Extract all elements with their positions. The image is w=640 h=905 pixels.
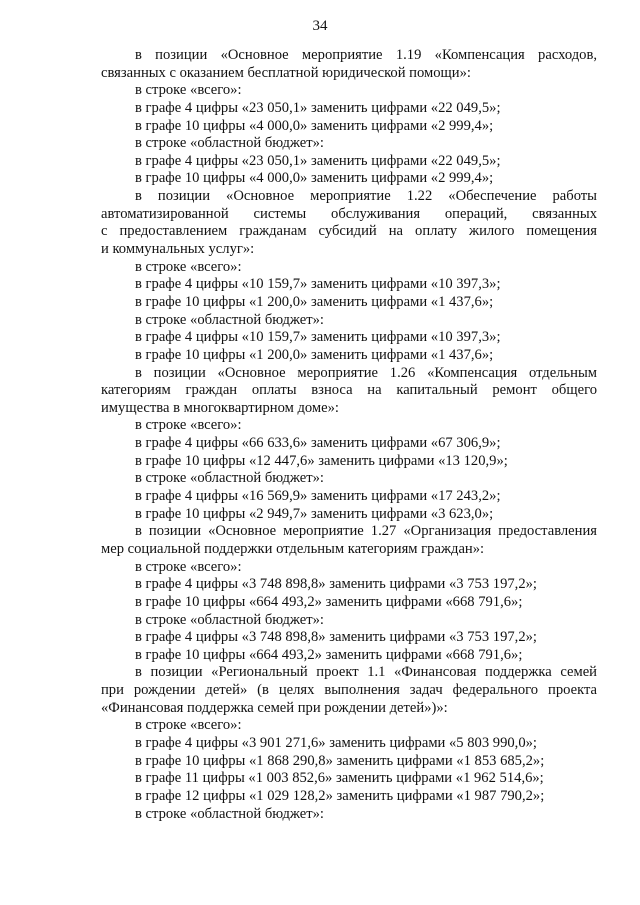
text-line: в графе 4 цифры «3 748 898,8» заменить цифрами «3 753 197,2»; xyxy=(135,629,537,646)
text-line: автоматизированной системы обслуживания операций, связанных xyxy=(101,205,597,222)
text-line: в строке «областной бюджет»: xyxy=(135,470,324,487)
text-line: в графе 10 цифры «664 493,2» заменить цифрами «668 791,6»; xyxy=(135,593,523,610)
text-line: в позиции «Основное мероприятие 1.27 «Организация предоставления xyxy=(135,523,597,540)
text-line: связанных с оказанием бесплатной юридической помощи»: xyxy=(101,64,471,81)
text-line: в графе 10 цифры «4 000,0» заменить цифрами «2 999,4»; xyxy=(135,170,494,187)
text-line: в строке «всего»: xyxy=(135,417,242,434)
text-line: в позиции «Основное мероприятие 1.26 «Компенсация отдельным xyxy=(135,364,597,381)
text-line: в позиции «Основное мероприятие 1.19 «Компенсация расходов, xyxy=(135,47,597,63)
text-line: в строке «всего»: xyxy=(135,558,242,575)
text-line: с предоставлением гражданам субсидий на оплату жилого помещения xyxy=(101,223,597,240)
text-line: имущества в многоквартирном доме»: xyxy=(101,399,339,416)
text-line: мер социальной поддержки отдельным категориям граждан»: xyxy=(101,540,485,557)
text-line: в графе 4 цифры «10 159,7» заменить цифрами «10 397,3»; xyxy=(135,329,501,346)
text-line: в графе 10 цифры «2 949,7» заменить цифрами «3 623,0»; xyxy=(135,505,494,522)
text-line: в позиции «Региональный проект 1.1 «Финансовая поддержка семей xyxy=(135,664,597,681)
text-line: в строке «областной бюджет»: xyxy=(135,135,324,152)
text-line: в строке «всего»: xyxy=(135,82,242,99)
text-line: в графе 4 цифры «23 050,1» заменить цифрами «22 049,5»; xyxy=(135,99,501,116)
text-line: категориям граждан оплаты взноса на капитальный ремонт общего xyxy=(101,382,597,399)
text-line: в строке «всего»: xyxy=(135,717,242,734)
text-line: в графе 10 цифры «1 200,0» заменить цифрами «1 437,6»; xyxy=(135,293,494,310)
text-line: в графе 10 цифры «664 493,2» заменить цифрами «668 791,6»; xyxy=(135,646,523,663)
text-line: в графе 4 цифры «23 050,1» заменить цифрами «22 049,5»; xyxy=(135,152,501,169)
text-line: в графе 4 цифры «16 569,9» заменить цифрами «17 243,2»; xyxy=(135,488,501,505)
text-line: в графе 11 цифры «1 003 852,6» заменить цифрами «1 962 514,6»; xyxy=(135,770,544,787)
text-line: в графе 4 цифры «10 159,7» заменить цифрами «10 397,3»; xyxy=(135,276,501,293)
text-line: в строке «областной бюджет»: xyxy=(135,611,324,628)
text-line: в строке «областной бюджет»: xyxy=(135,311,324,328)
text-line: в строке «всего»: xyxy=(135,258,242,275)
text-line: в графе 10 цифры «1 200,0» заменить цифрами «1 437,6»; xyxy=(135,346,494,363)
text-line: в графе 12 цифры «1 029 128,2» заменить цифрами «1 987 790,2»; xyxy=(135,787,545,804)
text-line: при рождении детей» (в целях выполнения задач федерального проекта xyxy=(101,682,597,699)
document-body xyxy=(101,47,597,823)
text-line: в графе 4 цифры «66 633,6» заменить цифрами «67 306,9»; xyxy=(135,435,501,452)
text-line: в позиции «Основное мероприятие 1.22 «Обеспечение работы xyxy=(135,188,597,205)
text-line: и коммунальных услуг»: xyxy=(101,241,255,258)
text-line: в графе 10 цифры «12 447,6» заменить цифрами «13 120,9»; xyxy=(135,452,508,469)
text-line: в графе 4 цифры «3 901 271,6» заменить цифрами «5 803 990,0»; xyxy=(135,734,537,751)
text-line: в графе 10 цифры «4 000,0» заменить цифрами «2 999,4»; xyxy=(135,117,494,134)
text-line: в графе 10 цифры «1 868 290,8» заменить цифрами «1 853 685,2»; xyxy=(135,752,545,769)
page-number: 34 xyxy=(312,18,328,34)
text-line: в графе 4 цифры «3 748 898,8» заменить цифрами «3 753 197,2»; xyxy=(135,576,537,593)
text-line: в строке «областной бюджет»: xyxy=(135,805,324,822)
text-line: «Финансовая поддержка семей при рождении детей»)»: xyxy=(101,699,448,716)
